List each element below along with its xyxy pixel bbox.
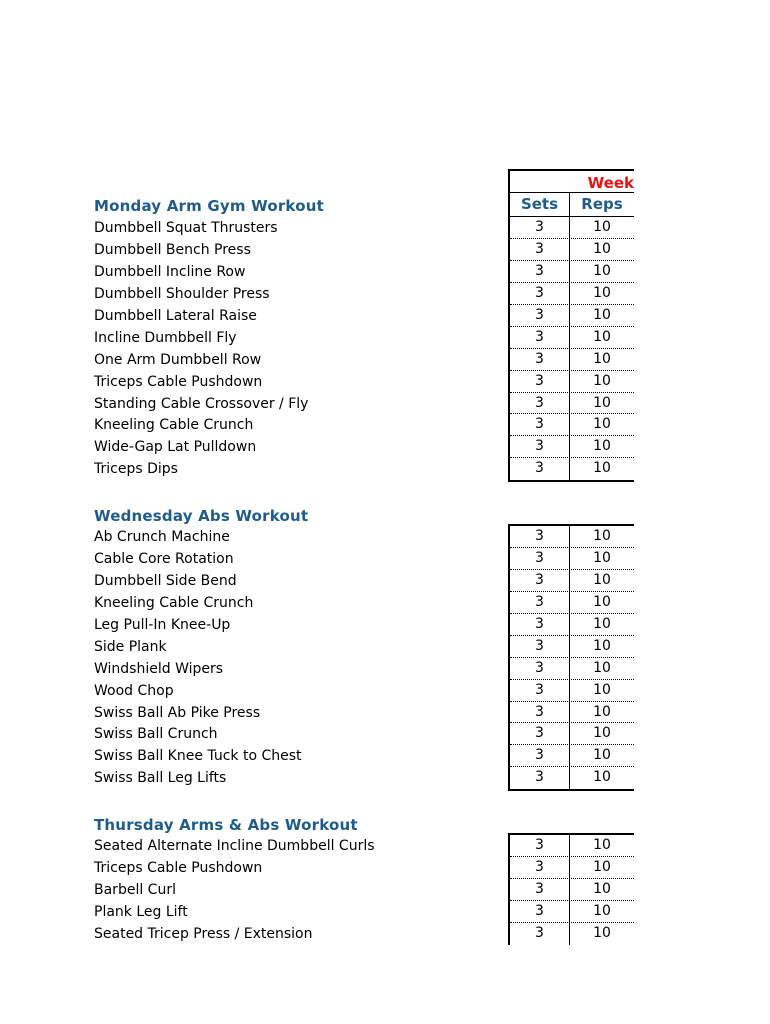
sets-cell[interactable]: 3 — [510, 349, 570, 370]
sets-cell[interactable]: 3 — [510, 283, 570, 304]
exercise-name: Triceps Dips — [94, 461, 178, 478]
exercise-row — [0, 902, 770, 924]
reps-header: Reps — [581, 195, 623, 213]
sets-reps-grid — [508, 524, 634, 791]
grid-row — [510, 371, 634, 393]
exercise-row — [0, 372, 770, 394]
reps-cell[interactable]: 10 — [593, 747, 611, 764]
exercise-row — [0, 571, 770, 593]
sets-cell[interactable]: 3 — [510, 261, 570, 282]
sets-cell[interactable]: 3 — [510, 879, 570, 900]
grid-row — [510, 458, 634, 480]
reps-cell[interactable]: 10 — [593, 394, 611, 411]
exercise-name: Triceps Cable Pushdown — [94, 373, 263, 390]
exercise-name: Dumbbell Lateral Raise — [94, 307, 257, 324]
exercise-row — [0, 549, 770, 571]
exercise-row — [0, 394, 770, 416]
reps-cell[interactable]: 10 — [593, 681, 611, 698]
exercise-row — [0, 437, 770, 459]
sets-cell[interactable]: 3 — [510, 327, 570, 348]
sets-cell[interactable]: 3 — [510, 371, 570, 392]
grid-row — [510, 723, 634, 745]
exercise-name: Windshield Wipers — [94, 660, 224, 677]
sets-cell[interactable]: 3 — [510, 767, 570, 789]
exercise-row — [0, 262, 770, 284]
exercise-row — [0, 858, 770, 880]
reps-cell[interactable]: 10 — [593, 438, 611, 455]
sets-cell[interactable]: 3 — [510, 239, 570, 260]
exercise-row — [0, 415, 770, 437]
reps-cell[interactable]: 10 — [593, 571, 611, 588]
exercise-name: One Arm Dumbbell Row — [94, 351, 262, 368]
grid-row — [510, 879, 634, 901]
exercise-name: Seated Alternate Incline Dumbbell Curls — [94, 838, 375, 854]
exercise-name: Dumbbell Squat Thrusters — [94, 220, 278, 236]
reps-cell[interactable]: 10 — [593, 924, 611, 941]
exercise-row — [0, 593, 770, 615]
column-headers — [508, 192, 634, 216]
exercise-name: Wide-Gap Lat Pulldown — [94, 439, 257, 456]
exercise-name: Triceps Cable Pushdown — [94, 859, 263, 876]
exercise-list — [0, 527, 770, 790]
exercise-name: Dumbbell Bench Press — [94, 241, 251, 258]
grid-row — [510, 305, 634, 327]
exercise-row — [0, 637, 770, 659]
exercise-row — [0, 527, 770, 549]
reps-cell[interactable]: 10 — [593, 769, 611, 786]
reps-cell[interactable]: 10 — [593, 837, 611, 853]
exercise-name: Standing Cable Crossover / Fly — [94, 395, 309, 412]
exercise-row — [0, 659, 770, 681]
reps-cell[interactable]: 10 — [593, 460, 611, 477]
sets-cell[interactable]: 3 — [510, 305, 570, 326]
exercise-name: Seated Tricep Press / Extension — [94, 925, 313, 942]
reps-cell[interactable]: 10 — [593, 416, 611, 433]
sets-cell[interactable]: 3 — [510, 835, 570, 856]
exercise-row — [0, 284, 770, 306]
exercise-name: Cable Core Rotation — [94, 550, 234, 567]
grid-row — [510, 680, 634, 702]
grid-row — [510, 658, 634, 680]
exercise-list — [0, 836, 770, 946]
grid-row — [510, 414, 634, 436]
sets-cell[interactable]: 3 — [510, 548, 570, 569]
exercise-row — [0, 459, 770, 481]
reps-cell[interactable]: 10 — [593, 372, 611, 389]
week-label: Week — [587, 174, 634, 192]
exercise-name: Dumbbell Shoulder Press — [94, 285, 270, 302]
exercise-row — [0, 218, 770, 240]
sets-header: Sets — [510, 193, 570, 216]
sets-cell[interactable]: 3 — [510, 857, 570, 878]
sets-cell[interactable]: 3 — [510, 526, 570, 547]
sets-cell[interactable]: 3 — [510, 458, 570, 480]
section-title: Thursday Arms & Abs Workout — [94, 816, 358, 834]
exercise-name: Dumbbell Incline Row — [94, 263, 246, 280]
exercise-name: Ab Crunch Machine — [94, 529, 230, 545]
exercise-name: Swiss Ball Crunch — [94, 726, 218, 743]
exercise-name: Side Plank — [94, 638, 167, 655]
sets-cell[interactable]: 3 — [510, 592, 570, 613]
reps-cell[interactable]: 10 — [593, 902, 611, 919]
exercise-row — [0, 306, 770, 328]
sets-cell[interactable]: 3 — [510, 658, 570, 679]
sets-cell[interactable]: 3 — [510, 414, 570, 435]
grid-row — [510, 835, 634, 857]
reps-cell[interactable]: 10 — [593, 262, 611, 279]
sets-reps-grid — [508, 216, 634, 482]
grid-row — [510, 702, 634, 724]
exercise-row — [0, 328, 770, 350]
grid-row — [510, 857, 634, 879]
exercise-row — [0, 836, 770, 858]
exercise-row — [0, 350, 770, 372]
week-header — [508, 169, 634, 192]
reps-cell[interactable]: 10 — [593, 306, 611, 323]
reps-cell[interactable]: 10 — [593, 219, 611, 235]
grid-row — [510, 261, 634, 283]
exercise-row — [0, 681, 770, 703]
reps-cell[interactable]: 10 — [593, 858, 611, 875]
exercise-name: Swiss Ball Knee Tuck to Chest — [94, 748, 302, 765]
sets-cell[interactable]: 3 — [510, 723, 570, 744]
sets-cell[interactable]: 3 — [510, 680, 570, 701]
reps-cell[interactable]: 10 — [593, 549, 611, 566]
grid-row — [510, 393, 634, 415]
grid-row — [510, 239, 634, 261]
sets-cell[interactable]: 3 — [510, 745, 570, 766]
sets-cell[interactable]: 3 — [510, 393, 570, 414]
grid-row — [510, 436, 634, 458]
sets-cell[interactable]: 3 — [510, 901, 570, 922]
exercise-name: Incline Dumbbell Fly — [94, 329, 237, 346]
grid-row — [510, 923, 634, 945]
sets-cell[interactable]: 3 — [510, 436, 570, 457]
reps-cell[interactable]: 10 — [593, 703, 611, 720]
grid-row — [510, 767, 634, 789]
exercise-row — [0, 768, 770, 790]
reps-cell[interactable]: 10 — [593, 615, 611, 632]
exercise-name: Kneeling Cable Crunch — [94, 417, 254, 434]
grid-row — [510, 349, 634, 371]
reps-cell[interactable]: 10 — [593, 725, 611, 742]
reps-cell[interactable]: 10 — [593, 350, 611, 367]
exercise-row — [0, 924, 770, 946]
sets-cell[interactable]: 3 — [510, 923, 570, 945]
grid-row — [510, 901, 634, 923]
reps-cell[interactable]: 10 — [593, 593, 611, 610]
reps-cell[interactable]: 10 — [593, 659, 611, 676]
sets-cell[interactable]: 3 — [510, 217, 570, 238]
reps-cell[interactable]: 10 — [593, 240, 611, 257]
grid-row — [510, 614, 634, 636]
exercise-row — [0, 880, 770, 902]
exercise-name: Wood Chop — [94, 682, 174, 699]
grid-row — [510, 217, 634, 239]
section-title: Monday Arm Gym Workout — [94, 197, 324, 215]
reps-cell[interactable]: 10 — [593, 528, 611, 544]
section-title: Wednesday Abs Workout — [94, 507, 309, 525]
grid-row — [510, 592, 634, 614]
exercise-row — [0, 746, 770, 768]
exercise-row — [0, 703, 770, 725]
grid-row — [510, 548, 634, 570]
reps-cell[interactable]: 10 — [593, 284, 611, 301]
grid-row — [510, 570, 634, 592]
grid-row — [510, 745, 634, 767]
reps-cell[interactable]: 10 — [593, 880, 611, 897]
sets-reps-grid — [508, 833, 634, 945]
grid-row — [510, 327, 634, 349]
sets-cell[interactable]: 3 — [510, 570, 570, 591]
sets-cell[interactable]: 3 — [510, 614, 570, 635]
exercise-name: Dumbbell Side Bend — [94, 572, 237, 589]
sets-cell[interactable]: 3 — [510, 702, 570, 723]
exercise-row — [0, 615, 770, 637]
exercise-name: Barbell Curl — [94, 881, 176, 898]
exercise-row — [0, 240, 770, 262]
exercise-name: Leg Pull-In Knee-Up — [94, 616, 231, 633]
reps-cell[interactable]: 10 — [593, 637, 611, 654]
reps-cell[interactable]: 10 — [593, 328, 611, 345]
exercise-name: Swiss Ball Ab Pike Press — [94, 704, 261, 721]
sets-cell[interactable]: 3 — [510, 636, 570, 657]
exercise-name: Swiss Ball Leg Lifts — [94, 770, 227, 787]
exercise-name: Plank Leg Lift — [94, 903, 188, 920]
exercise-row — [0, 724, 770, 746]
exercise-list — [0, 218, 770, 481]
grid-row — [510, 526, 634, 548]
grid-row — [510, 636, 634, 658]
grid-row — [510, 283, 634, 305]
exercise-name: Kneeling Cable Crunch — [94, 594, 254, 611]
